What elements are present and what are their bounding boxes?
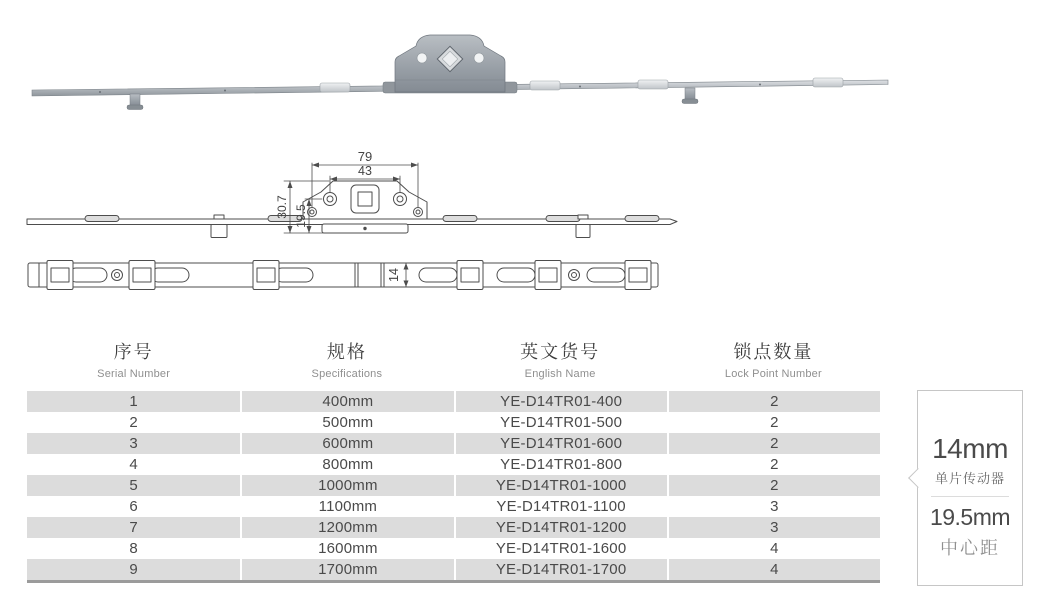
cell-serial: 2 (129, 414, 138, 431)
dim-total-height: 30.7 (275, 195, 289, 219)
callout-size-label: 单片传动器 (934, 471, 1005, 486)
gearbox (383, 35, 517, 93)
header-serial-cn: 序号 (113, 342, 154, 362)
callout-distance-value: 19.5mm (929, 504, 1011, 530)
cell-name: YE-D14TR01-1200 (454, 517, 667, 538)
cell-serial: 5 (129, 477, 138, 494)
table-row (27, 538, 880, 559)
table-row (27, 454, 880, 475)
header-spec (240, 338, 453, 380)
header-serial-en: Serial Number (97, 368, 171, 380)
cell-serial: 1 (129, 393, 138, 410)
dim-hole-center-height: 19.5 (294, 204, 308, 228)
cell-spec: 400mm (240, 391, 453, 412)
cell-serial: 6 (129, 498, 138, 515)
gearbox-outline (303, 181, 427, 233)
table-body (27, 391, 880, 583)
header-name-en: English Name (524, 368, 596, 380)
table-row (27, 496, 880, 517)
table-row (27, 559, 880, 580)
table-row (27, 433, 880, 454)
table-row (27, 412, 880, 433)
header-spec-en: Specifications (311, 368, 383, 380)
cell-name: YE-D14TR01-500 (454, 412, 667, 433)
header-name-cn: 英文货号 (520, 342, 601, 362)
dim-bar-width: 14 (387, 268, 401, 282)
cell-lock-points: 4 (667, 559, 880, 580)
header-name (454, 338, 667, 380)
cell-serial: 7 (129, 519, 138, 536)
cell-lock-points: 2 (667, 391, 880, 412)
callout-divider (931, 496, 1009, 497)
table-header (27, 338, 880, 380)
lock-pin (127, 94, 143, 110)
dim-overall-width: 79 (357, 149, 373, 164)
cell-lock-points: 4 (667, 538, 880, 559)
cell-lock-points: 2 (667, 433, 880, 454)
table-row (27, 475, 880, 496)
cell-name: YE-D14TR01-600 (454, 433, 667, 454)
header-lock-points-en: Lock Point Number (724, 368, 822, 380)
cell-name: YE-D14TR01-1000 (454, 475, 667, 496)
cell-spec: 600mm (240, 433, 453, 454)
header-lock-points-cn: 锁点数量 (733, 342, 814, 362)
cell-spec: 1200mm (240, 517, 453, 538)
lock-pin (682, 88, 698, 104)
table-row (27, 517, 880, 538)
dim-hole-spacing: 43 (358, 164, 372, 178)
cell-name: YE-D14TR01-1700 (454, 559, 667, 580)
cell-name: YE-D14TR01-400 (454, 391, 667, 412)
cell-spec: 1100mm (240, 496, 453, 517)
callout-size-value: 14mm (932, 433, 1008, 464)
cell-spec: 800mm (240, 454, 453, 475)
spec-table (27, 338, 880, 583)
cell-lock-points: 2 (667, 475, 880, 496)
cell-serial: 9 (129, 561, 138, 578)
cell-lock-points: 2 (667, 454, 880, 475)
header-serial (27, 338, 240, 380)
callout-distance-label: 中心距 (940, 538, 1000, 558)
cell-serial: 3 (129, 435, 138, 452)
cell-spec: 1600mm (240, 538, 453, 559)
side-view-drawing (25, 145, 685, 245)
cell-lock-points: 2 (667, 412, 880, 433)
cell-lock-points: 3 (667, 517, 880, 538)
cell-name: YE-D14TR01-1600 (454, 538, 667, 559)
table-row (27, 391, 880, 412)
cell-spec: 1700mm (240, 559, 453, 580)
cell-spec: 500mm (240, 412, 453, 433)
cell-name: YE-D14TR01-1100 (454, 496, 667, 517)
cell-lock-points: 3 (667, 496, 880, 517)
product-photo (20, 30, 900, 125)
cell-serial: 8 (129, 540, 138, 557)
cell-serial: 4 (129, 456, 138, 473)
header-spec-cn: 规格 (326, 342, 367, 362)
top-view-drawing (25, 253, 685, 300)
cell-spec: 1000mm (240, 475, 453, 496)
cell-name: YE-D14TR01-800 (454, 454, 667, 475)
size-callout (917, 390, 1023, 586)
header-lock-points (667, 338, 880, 380)
